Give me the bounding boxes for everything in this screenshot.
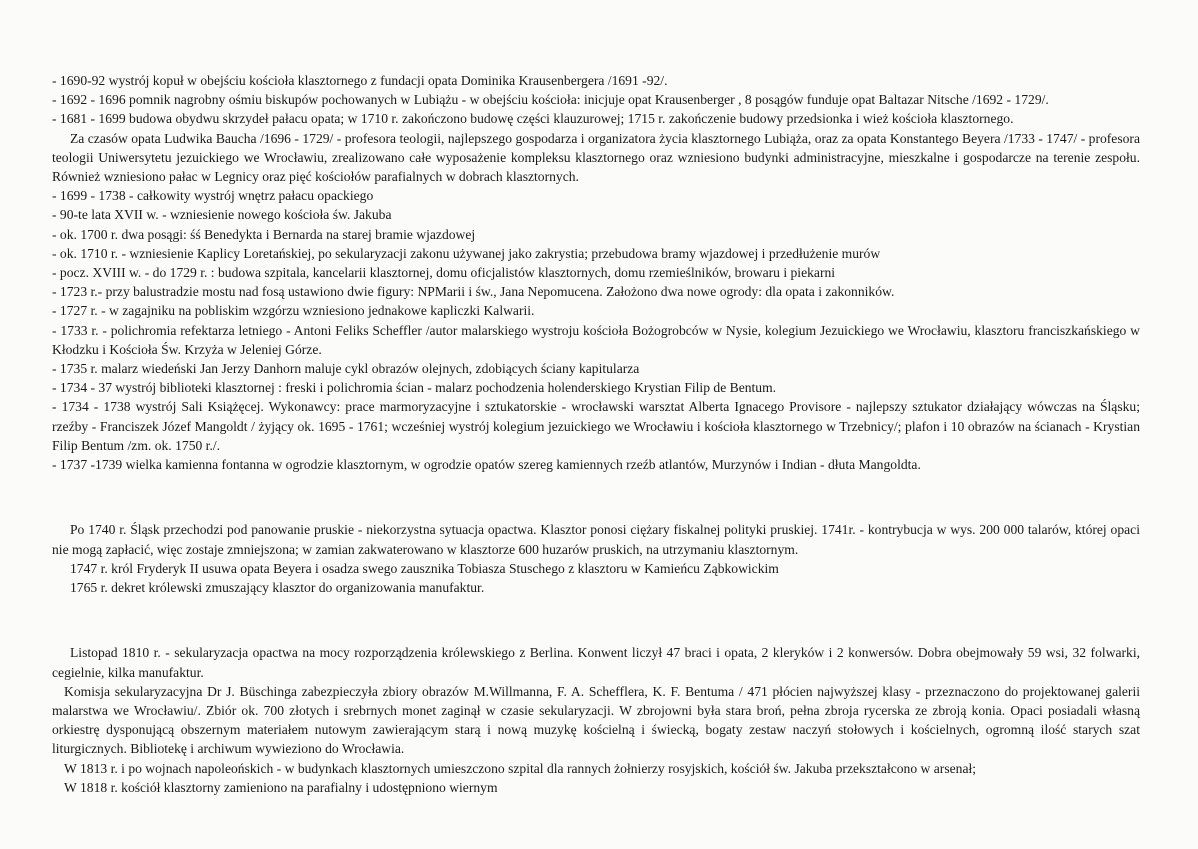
document-line: - 1699 - 1738 - całkowity wystrój wnętrz pałacu opackiego [52,188,374,204]
document-line: - 1723 r.- przy balustradzie mostu nad fosą ustawiono dwie figury: NPMarii i św., Jana Nepomucena. Założono dwa nowe ogrody: dla opata i zakonników. [52,284,895,300]
document-line: 1747 r. król Fryderyk II usuwa opata Beyera i osadza swego zausznika Tobiasza Stuschego z klasztoru w Kamieńcu Ząbkowickim [70,560,779,576]
paragraph-gap [52,611,1140,630]
document-line: Listopad 1810 r. - sekularyzacja opactwa na mocy rozporządzenia królewskiego z Berlina. Konwent liczył 47 braci i opata, 2 kleryków i 2 konwersów. Dobra obejmowały 59 wsi, 32 folwarki, cegielnie, kilka manufaktur. [52,645,1140,680]
document-line: - 1690-92 wystrój kopuł w obejściu kościoła klasztornego z fundacji opata Dominika Krausenbergera /1691 -92/. [52,73,668,88]
document-line: - 90-te lata XVII w. - wzniesienie nowego kościoła św. Jakuba [52,207,392,223]
document-line: - 1681 - 1699 budowa obydwu skrzydeł pałacu opata; w 1710 r. zakończono budowę części klauzurowej; 1715 r. zakończenie budowy przedsionka i wież kościoła klasztornego. [52,111,1014,127]
document-line: - 1735 r. malarz wiedeński Jan Jerzy Danhorn maluje cykl obrazów olejnych, zdobiących ściany kapitularza [52,361,640,377]
document-line: Za czasów opata Ludwika Baucha /1696 - 1729/ - profesora teologii, najlepszego gospodarza i organizatora życia klasztornego Lubiąża, oraz za opata Konstantego Beyera /1733 - 1747/ - profesora teologii Uniwersytetu jezuickiego we Wrocławiu, zrealizowano całe wyposażenie kompleksu klasztornego oraz wzniesiono budynki administracyjne, mieszkalne i gospodarcze na terenie zespołu. Również wzniesiono pałac w Legnicy oraz pięć kościołów parafialnych w dobrach klasztornych. [52,130,1140,185]
document-line: - 1737 -1739 wielka kamienna fontanna w ogrodzie klasztornym, w ogrodzie opatów szereg kamiennych rzeźb atlantów, Murzynów i Indian - dłuta Mangoldta. [52,457,921,473]
document-line: - ok. 1710 r. - wzniesienie Kaplicy Loretańskiej, po sekularyzacji zakonu używanej jako zakrystia; przebudowa bramy wjazdowej i przedłużenie murów [52,245,881,261]
document-line: - 1734 - 37 wystrój biblioteki klasztornej : freski i polichromia ścian - malarz pochodzenia holenderskiego Krystian Filip de Bentum. [52,380,777,396]
document-line: - 1733 r. - polichromia refektarza letniego - Antoni Feliks Scheffler /autor malarskiego wystroju kościoła Bożogrobców w Nysie, kolegium Jezuickiego we Wrocławiu, klasztoru franciszkańskiego w Kłodzku i Kościoła Św. Krzyża w Jeleniej Górze. [52,322,1140,357]
document-text [52,71,1140,797]
document-line: Po 1740 r. Śląsk przechodzi pod panowanie pruskie - niekorzystna sytuacja opactwa. Klasztor ponosi ciężary fiskalnej polityki pruskiej. 1741r. - kontrybucja w wys. 200 000 talarów, której opaci nie mogą zapłacić, więc zostaje zmniejszona; w zamian zakwaterowano w klasztorze 600 huzarów pruskich, na utrzymaniu klasztornym. [52,522,1140,557]
document-line: W 1813 r. i po wojnach napoleońskich - w budynkach klasztornych umieszczono szpital dla rannych żołnierzy rosyjskich, kościół św. Jakuba przekształcono w arsenał; [64,760,977,776]
document-line: - pocz. XVIII w. - do 1729 r. : budowa szpitala, kancelarii klasztornej, domu oficjalistów klasztornych, domu rzemieślników, browaru i piekarni [52,265,836,281]
document-line: - 1727 r. - w zagajniku na pobliskim wzgórzu wzniesiono jednakowe kapliczki Kalwarii. [52,303,535,319]
document-line: - 1734 - 1738 wystrój Sali Książęcej. Wykonawcy: prace marmoryzacyjne i sztukatorskie - wrocławski warsztat Alberta Ignacego Provisore - najlepszy sztukator działający wówczas na Śląsku; rzeźby - Franciszek Józef Mangoldt / żyjący ok. 1695 - 1761; wcześniej wystrój kolegium jezuickiego we Wrocławiu i kościoła klasztornego w Trzebnicy/; plafon i 10 obrazów na ścianach - Krystian Filip Bentum /zm. ok. 1750 r./. [52,399,1140,453]
document-line: W 1818 r. kościół klasztorny zamieniono na parafialny i udostępniono wiernym [64,779,498,795]
document-line: - 1692 - 1696 pomnik nagrobny ośmiu biskupów pochowanych w Lubiążu - w obejściu kościoła: inicjuje opat Krausenberger , 8 posągów funduje opat Baltazar Nitsche /1692 - 1729/. [52,92,1049,108]
document-line: - ok. 1700 r. dwa posągi: śś Benedykta i Bernarda na starej bramie wjazdowej [52,226,476,242]
paragraph-gap [52,488,1140,507]
document-line: 1765 r. dekret królewski zmuszający klasztor do organizowania manufaktur. [70,580,485,596]
document-line: Komisja sekularyzacyjna Dr J. Büschinga zabezpieczyła zbiory obrazów M.Willmanna, F. A. Schefflera, K. F. Bentuma / 471 płócien najwyższej klasy - przeznaczono do projektowanej galerii malarstwa we Wrocławiu/. Zbiór ok. 700 złotych i srebrnych monet zaginął w czasie sekularyzacji. W zbrojowni była stara broń, pełna zbroja rycerska ze zbroją konia. Opaci posiadali własną orkiestrę dysponującą obszernym materiałem nutowym zawierającym starą i nową muzykę kościelną i świecką, bogaty zestaw naczyń stołowych i kościelnych, ogromną ilość starych szat liturgicznych. Bibliotekę i archiwum wywieziono do Wrocławia. [52,683,1140,757]
